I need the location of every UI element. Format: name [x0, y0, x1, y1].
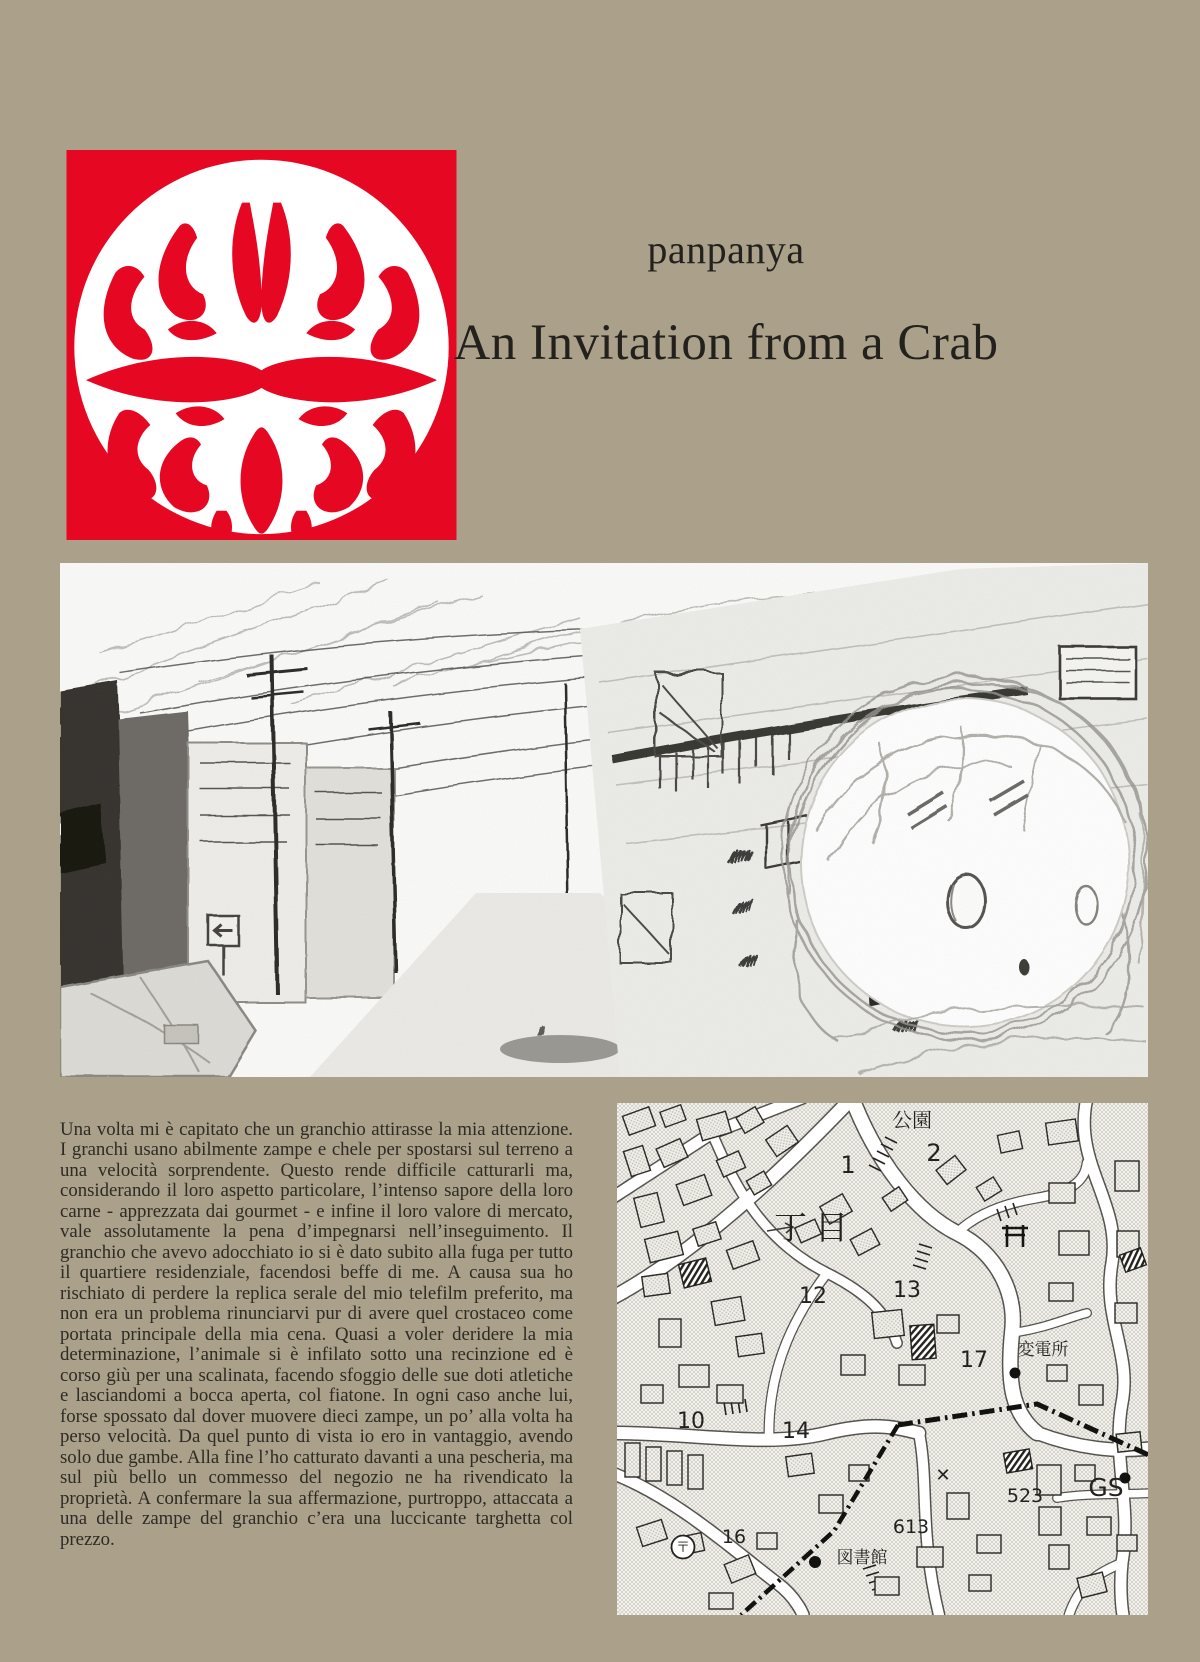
crab-inkblot-icon — [65, 150, 458, 540]
map-label: 丁目 — [774, 1208, 856, 1247]
alley-sketch-svg — [60, 563, 1148, 1077]
map-label: 17 — [960, 1348, 988, 1373]
book-title: An Invitation from a Crab — [453, 315, 999, 371]
city-map-illustration — [617, 1103, 1148, 1615]
pencil-grain-overlay — [60, 563, 1148, 1077]
alley-sketch-illustration — [60, 563, 1148, 1077]
map-label: 613 — [892, 1516, 930, 1538]
map-label: 523 — [1006, 1485, 1044, 1507]
map-label: 10 — [677, 1409, 705, 1434]
city-map-svg — [617, 1103, 1148, 1615]
map-label: 図書館 — [836, 1548, 888, 1568]
map-label: 12 — [799, 1284, 827, 1309]
map-label: 〒 — [676, 1540, 690, 1556]
map-label: 公園 — [892, 1108, 932, 1132]
map-label: 2 — [926, 1139, 942, 1167]
map-label: GS — [1088, 1473, 1124, 1502]
author-name: panpanya — [647, 227, 805, 272]
map-label: 変電所 — [1017, 1340, 1069, 1360]
back-cover-blurb: Una volta mi è capitato che un granchio attirasse la mia attenzione. I granchi usano abilmente zampe e chele per spostarsi sul terreno a una velocità sorprendente. Questo rende difficile catturarli ma, considerando il loro aspetto particolare, l’intenso sapore della loro carne - apprezzata dai gourmet - e infine il loro valore di mercato, vale assolutamente la pena d’impegnarsi nell’inseguimento. Il granchio che avevo adocchiato io si è dato subito alla fuga per tutto il quartiere residenziale, facendosi beffe di me. A causa sua ho rischiato di perdere la replica serale del mio telefilm preferito, ma non era un problema rinunciarvi pur di avere quel crostaceo come portata principale della mia cena. Quasi a voler deridere la mia determinazione, l’animale si è infilato sotto una recinzione ed è corso giù per una scalinata, facendo sfoggio delle sue doti atletiche e lasciandomi a bocca aperta, col fiatone. In ogni caso anche lui, forse spossato dal dover muovere dieci zampe, un po’ alla volta ha perso velocità. Da quel punto di vista io ero in vantaggio, avendo solo due gambe. Alla fine l’ho catturato davanti a una pescheria, ma sul più bello un commesso del negozio ne ha rivendicato la proprietà. A confermare la sua affermazione, purtroppo, attaccata a una delle zampe del granchio c’era una luccicante targhetta col prezzo. — [60, 1118, 573, 1550]
library-dot — [809, 1556, 821, 1568]
publisher-crab-emblem — [65, 150, 458, 540]
map-label: ✕ — [935, 1465, 951, 1486]
substation-dot — [1010, 1368, 1021, 1379]
map-label: 16 — [721, 1526, 747, 1548]
map-label: 13 — [893, 1278, 921, 1303]
map-label: 14 — [782, 1419, 810, 1444]
map-label: 1 — [840, 1151, 856, 1179]
